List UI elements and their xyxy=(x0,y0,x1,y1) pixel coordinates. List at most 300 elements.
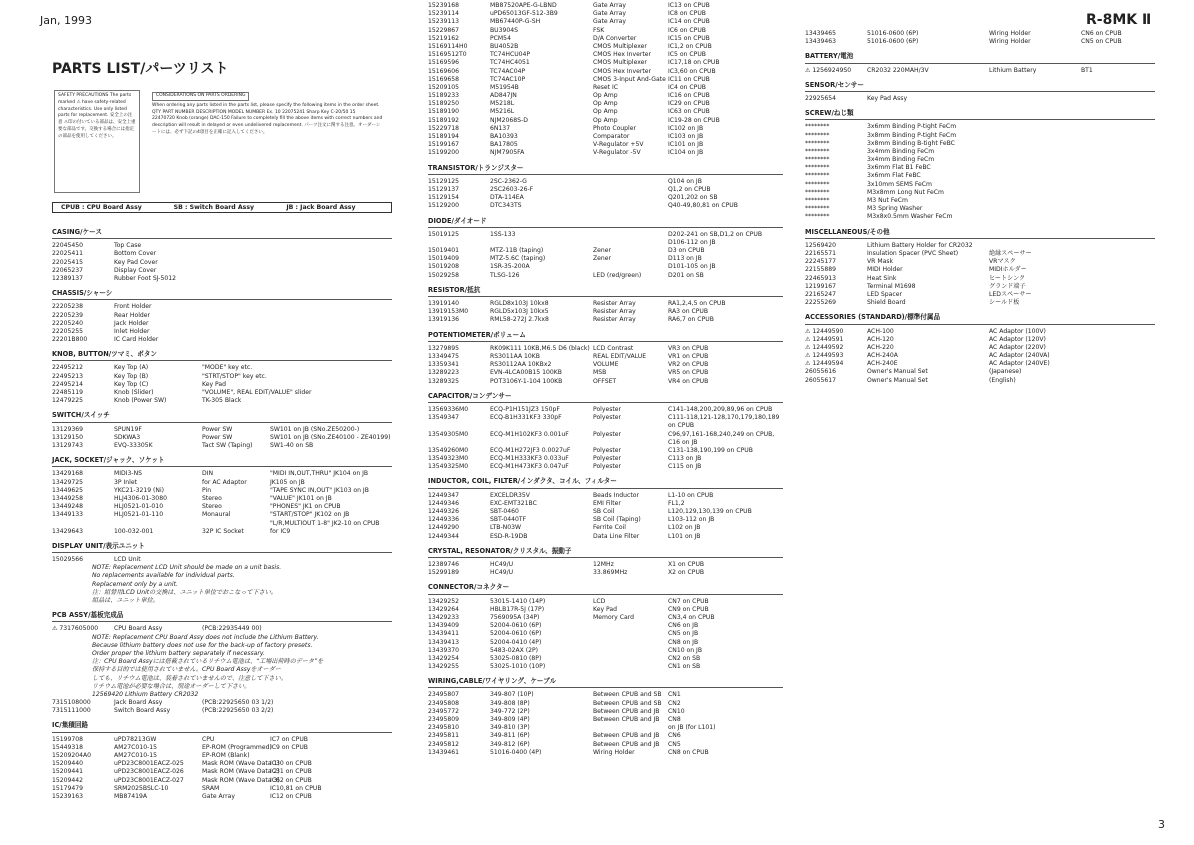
table-row xyxy=(805,67,1155,75)
table-row xyxy=(428,569,783,577)
part-description: Wiring Holder xyxy=(989,30,1031,37)
part-location: IC102 on JB xyxy=(668,124,704,132)
part-description: Beads Inductor xyxy=(593,491,640,499)
part-description: VOLUME xyxy=(593,361,619,369)
table-row xyxy=(428,378,783,386)
part-number: 23495809 xyxy=(428,716,460,724)
part-number: 22165247 xyxy=(805,290,837,298)
part-name: M3x8x0.5mm Washer FeCm xyxy=(867,213,953,221)
part-location xyxy=(1081,258,1155,266)
part-location: IC10,81 on CPUB xyxy=(270,784,322,792)
part-location xyxy=(1081,352,1155,360)
part-location: CN6 xyxy=(668,732,681,740)
table-row xyxy=(428,663,783,671)
part-location xyxy=(270,707,392,715)
part-name: 52004-0610 (6P) xyxy=(490,630,542,638)
note-line: 保持する目的では使用されていません。CPU Board Assyをオーダー xyxy=(92,666,281,674)
part-description: LEDスペーサー xyxy=(989,290,1032,298)
part-description: シールド板 xyxy=(989,299,1020,307)
ordering-considerations-text: When ordering any parts listed in the parts list, please specify the following items in the order sheet. QTY PART NUMBER DESCRIPTION MODEL NUMBER Ex. 10 22075241 Sharp Key C-20/50 15 22470720 Knob (orange) DAC-150 Failure to completely fill the above items with correct numbers and description will result in delayed or even undelivered replacement. パーツ注文に関する注意。オーダーシートには、必ず下記の4項目を正確に記入してください。 xyxy=(152,102,383,135)
part-number: 15299189 xyxy=(428,569,460,577)
part-name: LED Spacer xyxy=(867,290,902,298)
table-row xyxy=(428,231,783,239)
note-line: Order proper the lithium battery separately if necessary. xyxy=(92,649,265,657)
part-description xyxy=(593,663,668,671)
part-number: 12389746 xyxy=(428,560,460,568)
part-location xyxy=(270,364,392,372)
table-row xyxy=(52,242,392,250)
part-name: SBT-0460 xyxy=(490,508,519,516)
part-name xyxy=(490,239,593,247)
part-number: 12479225 xyxy=(52,397,84,405)
part-location: for IC9 xyxy=(270,527,291,535)
part-name: 3x10mm SEMS FeCm xyxy=(867,180,932,188)
part-name: HLJ0521-01-110 xyxy=(114,511,164,519)
part-description: Gate Array xyxy=(593,10,626,18)
part-name: ECQ-P1H151JZ3 150pF xyxy=(490,405,560,413)
part-description: Mask ROM (Wave Data 3) xyxy=(202,776,280,784)
table-row xyxy=(428,43,783,51)
section-heading: CONNECTOR/コネクター xyxy=(428,583,510,592)
table-row xyxy=(52,707,392,715)
section-divider xyxy=(428,488,783,489)
part-location xyxy=(270,625,392,633)
table-row xyxy=(52,768,392,776)
part-number: 13129743 xyxy=(52,442,84,449)
part-name: Switch Board Assy xyxy=(114,707,171,715)
part-number: 15169606 xyxy=(428,67,460,75)
table-row xyxy=(428,149,783,157)
part-description xyxy=(593,178,668,186)
part-number: 22205239 xyxy=(52,311,84,319)
part-description: Reset IC xyxy=(593,83,619,91)
part-description: Pin xyxy=(202,486,212,494)
part-number: 23495807 xyxy=(428,691,460,699)
section-divider xyxy=(52,621,392,622)
part-number: 22495214 xyxy=(52,380,84,388)
part-name: TC74HCU04P xyxy=(490,51,531,59)
table-row xyxy=(428,361,783,369)
part-description: EP-ROM (Programmed) xyxy=(202,743,272,751)
part-name xyxy=(490,422,593,430)
part-number: 12449346 xyxy=(428,499,460,507)
part-name: HC49/U xyxy=(490,560,514,568)
part-number: 23495808 xyxy=(428,699,460,707)
table-row xyxy=(428,431,783,439)
part-name: ACH-120 xyxy=(867,335,894,343)
part-location: CN8 on CPUB xyxy=(668,748,709,756)
table-row xyxy=(805,30,1155,38)
part-description: (PCB:22925650 03 1/2) xyxy=(202,699,274,707)
section-heading: SWITCH/スイッチ xyxy=(52,411,110,420)
part-location: D101-105 on JB xyxy=(668,263,716,271)
table-row xyxy=(428,202,783,210)
part-number: 13569336M0 xyxy=(428,405,469,413)
part-description: Between CPUB and JB xyxy=(593,716,660,724)
part-location xyxy=(1081,368,1155,376)
part-description xyxy=(989,205,1081,213)
part-number: 13289325 xyxy=(428,377,460,385)
part-name: Heat Sink xyxy=(867,274,897,282)
part-number: 13919140 xyxy=(428,300,460,308)
section-heading: CHASSIS/シャーシ xyxy=(52,289,113,298)
part-location xyxy=(1081,360,1155,368)
part-number: ⚠ 12449594 xyxy=(805,360,844,368)
part-number: ******** xyxy=(805,147,830,155)
part-description: OFFSET xyxy=(593,377,617,385)
part-number xyxy=(52,520,114,528)
table-row xyxy=(805,189,1155,197)
table-row xyxy=(428,300,783,308)
table-row xyxy=(52,752,392,760)
section-divider xyxy=(428,174,783,175)
table-row xyxy=(428,272,783,280)
part-description xyxy=(202,312,270,320)
part-number: 22465913 xyxy=(805,274,837,282)
part-number: 13429252 xyxy=(428,597,460,605)
part-description: Tact SW (Taping) xyxy=(202,442,253,449)
part-name: Top Case xyxy=(114,242,142,250)
part-number: 15019409 xyxy=(428,255,460,263)
parts-column-2 xyxy=(428,2,783,757)
part-number: 22495212 xyxy=(52,364,84,372)
section-heading: WIRING,CABLE/ワイヤリング、ケーブル xyxy=(428,677,557,686)
part-name: ECQ-M1H272JF3 0.0027uF xyxy=(490,446,571,454)
part-name: EXCELDR35V xyxy=(490,491,530,499)
section-heading: DISPLAY UNIT/表示ユニット xyxy=(52,541,145,550)
part-description xyxy=(593,263,668,271)
section-divider xyxy=(805,119,1155,120)
part-description: EP-ROM (Blank) xyxy=(202,752,250,760)
part-name: MB87419A xyxy=(114,793,147,800)
part-location xyxy=(1081,344,1155,352)
part-location: IC4 on CPUB xyxy=(668,83,706,91)
table-row xyxy=(428,255,783,263)
part-name: 349-772 (2P) xyxy=(490,707,530,715)
part-name: Inlet Holder xyxy=(114,327,150,335)
part-location: IC63 on CPUB xyxy=(668,108,710,116)
part-number: 13429254 xyxy=(428,654,460,662)
part-description xyxy=(202,242,270,250)
part-location xyxy=(270,699,392,707)
part-description: Between CPUB and JB xyxy=(593,732,660,740)
part-description: V-Regulator +5V xyxy=(593,141,644,149)
part-description xyxy=(989,197,1081,205)
part-number: ******** xyxy=(805,172,830,180)
part-name: LCD Unit xyxy=(114,556,141,564)
part-name: 52004-0610 (6P) xyxy=(490,622,542,630)
part-location: RA6,7 on CPUB xyxy=(668,316,714,324)
table-row xyxy=(52,479,392,487)
table-row xyxy=(52,487,392,495)
part-number: 15129137 xyxy=(428,185,460,193)
part-name: uPD23C8001EACZ-025 xyxy=(114,760,184,768)
part-name: EVQ-33305K xyxy=(114,442,153,449)
table-row xyxy=(428,353,783,361)
part-description xyxy=(989,164,1081,172)
table-row xyxy=(805,377,1155,385)
part-number: 15169512T0 xyxy=(428,51,467,59)
part-description: SB Coil xyxy=(593,508,615,516)
part-number: ⚠ 12449592 xyxy=(805,343,844,351)
part-description: VRマスク xyxy=(989,258,1016,266)
part-location: VR5 on CPUB xyxy=(668,369,709,377)
part-location: L103-112 on JB xyxy=(668,516,715,524)
section-divider xyxy=(52,422,392,423)
part-description: Lithium Battery xyxy=(989,66,1037,74)
part-number: 15029566 xyxy=(52,556,84,564)
section-heading: MISCELLANEOUS/その他 xyxy=(805,227,890,236)
table-row xyxy=(428,35,783,43)
part-description xyxy=(593,647,668,655)
table-row xyxy=(52,736,392,744)
part-description: Photo Coupler xyxy=(593,124,636,132)
part-number: 22485119 xyxy=(52,389,84,397)
part-description: CMOS Multiplexer xyxy=(593,59,647,67)
part-number: 7315111000 xyxy=(52,707,91,715)
part-description: 32P IC Socket xyxy=(202,527,244,535)
part-location: IC19-28 on CPUB xyxy=(668,116,720,124)
part-location: IC15 on CPUB xyxy=(668,34,710,42)
part-number: 23495811 xyxy=(428,732,460,740)
part-description xyxy=(989,181,1081,189)
part-number: 13439413 xyxy=(428,638,460,646)
part-location: IC31 on CPUB xyxy=(270,768,312,776)
table-row xyxy=(805,95,1155,103)
part-description xyxy=(989,156,1081,164)
part-description: AC Adaptor (100V) xyxy=(989,327,1046,335)
part-number: 15209204A0 xyxy=(52,752,92,760)
part-number xyxy=(428,439,490,447)
part-location xyxy=(1081,291,1155,299)
part-description: 絶縁スペーサー xyxy=(989,250,1032,257)
part-name: 3P Inlet xyxy=(114,478,137,486)
part-description: Ferrite Coil xyxy=(593,524,626,532)
part-description xyxy=(989,95,1081,103)
part-description xyxy=(593,231,668,239)
part-name: BA17805 xyxy=(490,141,518,149)
part-name: Owner's Manual Set xyxy=(867,368,928,376)
part-description: Data Line Filter xyxy=(593,532,640,540)
part-number xyxy=(428,422,490,430)
table-row xyxy=(428,186,783,194)
part-description: Between CPUB and SB xyxy=(593,691,662,699)
part-description: Zener xyxy=(593,247,612,255)
table-row xyxy=(805,164,1155,172)
part-number: 13549305M0 xyxy=(428,430,469,438)
part-description: MSB xyxy=(593,369,607,377)
part-number: 15169596 xyxy=(428,59,460,67)
part-location xyxy=(1081,189,1155,197)
part-number: 15449318 xyxy=(52,743,84,751)
part-location: C141-148,200,209,89,96 on CPUB xyxy=(668,405,773,413)
table-row xyxy=(805,275,1155,283)
part-location: CN3,4 on CPUB xyxy=(668,613,715,621)
table-row xyxy=(428,439,783,447)
part-number: 15029258 xyxy=(428,271,460,279)
part-name: 349-810 (3P) xyxy=(490,724,530,732)
table-row xyxy=(52,744,392,752)
part-name: ECQ-M1H333KF3 0.033uF xyxy=(490,455,569,463)
part-description: LED (red/green) xyxy=(593,271,642,279)
table-row xyxy=(52,760,392,768)
table-row xyxy=(428,108,783,116)
section-heading: SENSOR/センサー xyxy=(805,80,864,89)
section-heading: PCB ASSY/基板完成品 xyxy=(52,611,124,620)
part-location: IC11 on CPUB xyxy=(668,75,710,83)
table-row xyxy=(428,10,783,18)
part-location: on CPUB xyxy=(668,422,695,430)
part-name: IC Card Holder xyxy=(114,336,159,344)
table-row xyxy=(805,299,1155,307)
section-divider xyxy=(428,402,783,403)
part-number: ******** xyxy=(805,164,830,172)
part-description: Wiring Holder xyxy=(989,38,1031,46)
part-location xyxy=(270,381,392,389)
table-row xyxy=(52,511,392,519)
part-name: 51016-0600 (6P) xyxy=(867,38,919,46)
table-row xyxy=(428,561,783,569)
part-number: 13439465 xyxy=(805,30,837,37)
part-location: IC3,60 on CPUB xyxy=(668,67,716,75)
part-number: 15209440 xyxy=(52,760,84,768)
part-description: SB Coil (Taping) xyxy=(593,516,641,524)
part-name: Key Top (B) xyxy=(114,372,149,380)
part-name: BU4052B xyxy=(490,42,519,50)
part-name: HLJ4306-01-3080 xyxy=(114,494,167,502)
part-name: MB67440P-G-SH xyxy=(490,18,541,26)
table-row xyxy=(805,156,1155,164)
part-location xyxy=(270,259,392,267)
part-location: IC9 on CPUB xyxy=(270,743,308,751)
part-description: "STRT/STOP" key etc. xyxy=(202,372,267,380)
part-name: 52004-0410 (4P) xyxy=(490,638,542,646)
part-location xyxy=(1081,172,1155,180)
part-location: L120,129,130,139 on CPUB xyxy=(668,508,752,516)
part-location xyxy=(270,328,392,336)
part-name: 3x4mm Binding FeCm xyxy=(867,156,935,164)
table-row xyxy=(428,247,783,255)
table-row xyxy=(428,316,783,324)
part-name: Rubber Foot SJ-5012 xyxy=(114,274,176,282)
part-description: "VOLUME", REAL EDIT/VALUE" slider xyxy=(202,389,312,397)
part-description: CMOS Hex Inverter xyxy=(593,51,652,59)
part-number: 13449133 xyxy=(52,511,84,519)
table-row xyxy=(428,463,783,471)
part-description: Power SW xyxy=(202,425,233,433)
part-description: Polyester xyxy=(593,455,622,463)
part-location: VR2 on CPUB xyxy=(668,361,709,369)
part-location xyxy=(1081,213,1155,221)
part-name: 5483-02AX (2P) xyxy=(490,646,539,654)
note-line: しても、リチウム電池は、装着されていませんので、注意して下さい。 xyxy=(92,674,287,682)
table-row xyxy=(428,117,783,125)
part-location xyxy=(270,397,392,405)
part-location: VR4 on CPUB xyxy=(668,377,709,385)
table-row xyxy=(428,92,783,100)
part-name: YKC21-3219 (Ni) xyxy=(114,486,165,494)
part-description xyxy=(593,239,668,247)
part-description: Op Amp xyxy=(593,116,618,124)
header-date: Jan, 1993 xyxy=(40,14,92,27)
part-name: ACH-240E xyxy=(867,360,898,368)
table-row xyxy=(428,639,783,647)
parts-column-1 xyxy=(52,222,392,801)
part-name: LTB-N03W xyxy=(490,524,521,532)
part-number: ******** xyxy=(805,123,830,131)
board-legend xyxy=(52,202,392,213)
table-row xyxy=(805,140,1155,148)
table-row xyxy=(52,520,392,528)
part-location: L101 on JB xyxy=(668,532,701,540)
part-number: 15209442 xyxy=(52,776,84,784)
part-location: IC1,2 on CPUB xyxy=(668,42,712,50)
part-name: M5218L xyxy=(490,100,515,108)
table-row xyxy=(805,181,1155,189)
part-number: 22245177 xyxy=(805,258,837,266)
section-divider xyxy=(52,238,392,239)
part-description: Between CPUB and JB xyxy=(593,707,660,715)
table-row xyxy=(428,708,783,716)
header-model: R-8MK Ⅱ xyxy=(1086,12,1152,28)
part-location: Q1,2 on CPUB xyxy=(668,185,711,193)
part-name: 1SR-35-200A xyxy=(490,263,530,271)
part-location: IC62 on CPUB xyxy=(270,776,312,784)
section-divider xyxy=(805,324,1155,325)
part-number: 26055616 xyxy=(805,368,837,376)
table-row xyxy=(52,328,392,336)
note-line: Because lithium battery does not use for the back-up of factory presets. xyxy=(92,641,313,649)
part-number: 13549325M0 xyxy=(428,463,469,471)
part-number: 13919136 xyxy=(428,316,460,324)
part-description xyxy=(202,259,270,267)
table-row xyxy=(428,76,783,84)
part-location: "L/R,MULTIOUT 1-8" JK2-10 on CPUB xyxy=(270,519,380,527)
part-name: Display Cover xyxy=(114,266,157,274)
part-location: IC6 on CPUB xyxy=(668,26,706,34)
ordering-considerations-caption: CONSIDERATIONS ON PARTS ORDERING xyxy=(152,92,249,101)
part-location: CN6 on CPUB xyxy=(1081,30,1122,37)
table-row xyxy=(428,239,783,247)
part-name: DTA-114EA xyxy=(490,194,524,202)
part-description: MIDIホルダー xyxy=(989,266,1027,274)
part-name: 7569095A (34P) xyxy=(490,613,540,621)
part-description: REAL EDIT/VALUE xyxy=(593,353,647,360)
part-name: 2SC2603-26-F xyxy=(490,185,534,193)
table-row xyxy=(52,373,392,381)
part-location: CN1 on SB xyxy=(668,663,701,671)
part-description: Resister Array xyxy=(593,308,636,316)
part-description: Memory Card xyxy=(593,613,634,621)
table-row xyxy=(805,258,1155,266)
part-number: 22025415 xyxy=(52,258,84,266)
part-number: 13429233 xyxy=(428,613,460,621)
part-location xyxy=(1081,197,1155,205)
part-location: D3 on CPUB xyxy=(668,247,705,255)
table-row xyxy=(52,397,392,405)
part-number: 13429643 xyxy=(52,527,84,535)
section-divider xyxy=(428,687,783,688)
part-description: FSK xyxy=(593,26,605,34)
note-line: Replacement only by a unit. xyxy=(92,580,178,588)
part-description xyxy=(593,639,668,647)
part-location: "MIDI IN,OUT,THRU" JK104 on JB xyxy=(270,470,369,478)
part-number: 12449347 xyxy=(428,491,460,499)
part-name: SBT-0440TF xyxy=(490,516,527,524)
part-location xyxy=(270,320,392,328)
part-location: IC17,18 on CPUB xyxy=(668,59,720,67)
part-name: Rear Holder xyxy=(114,311,151,319)
